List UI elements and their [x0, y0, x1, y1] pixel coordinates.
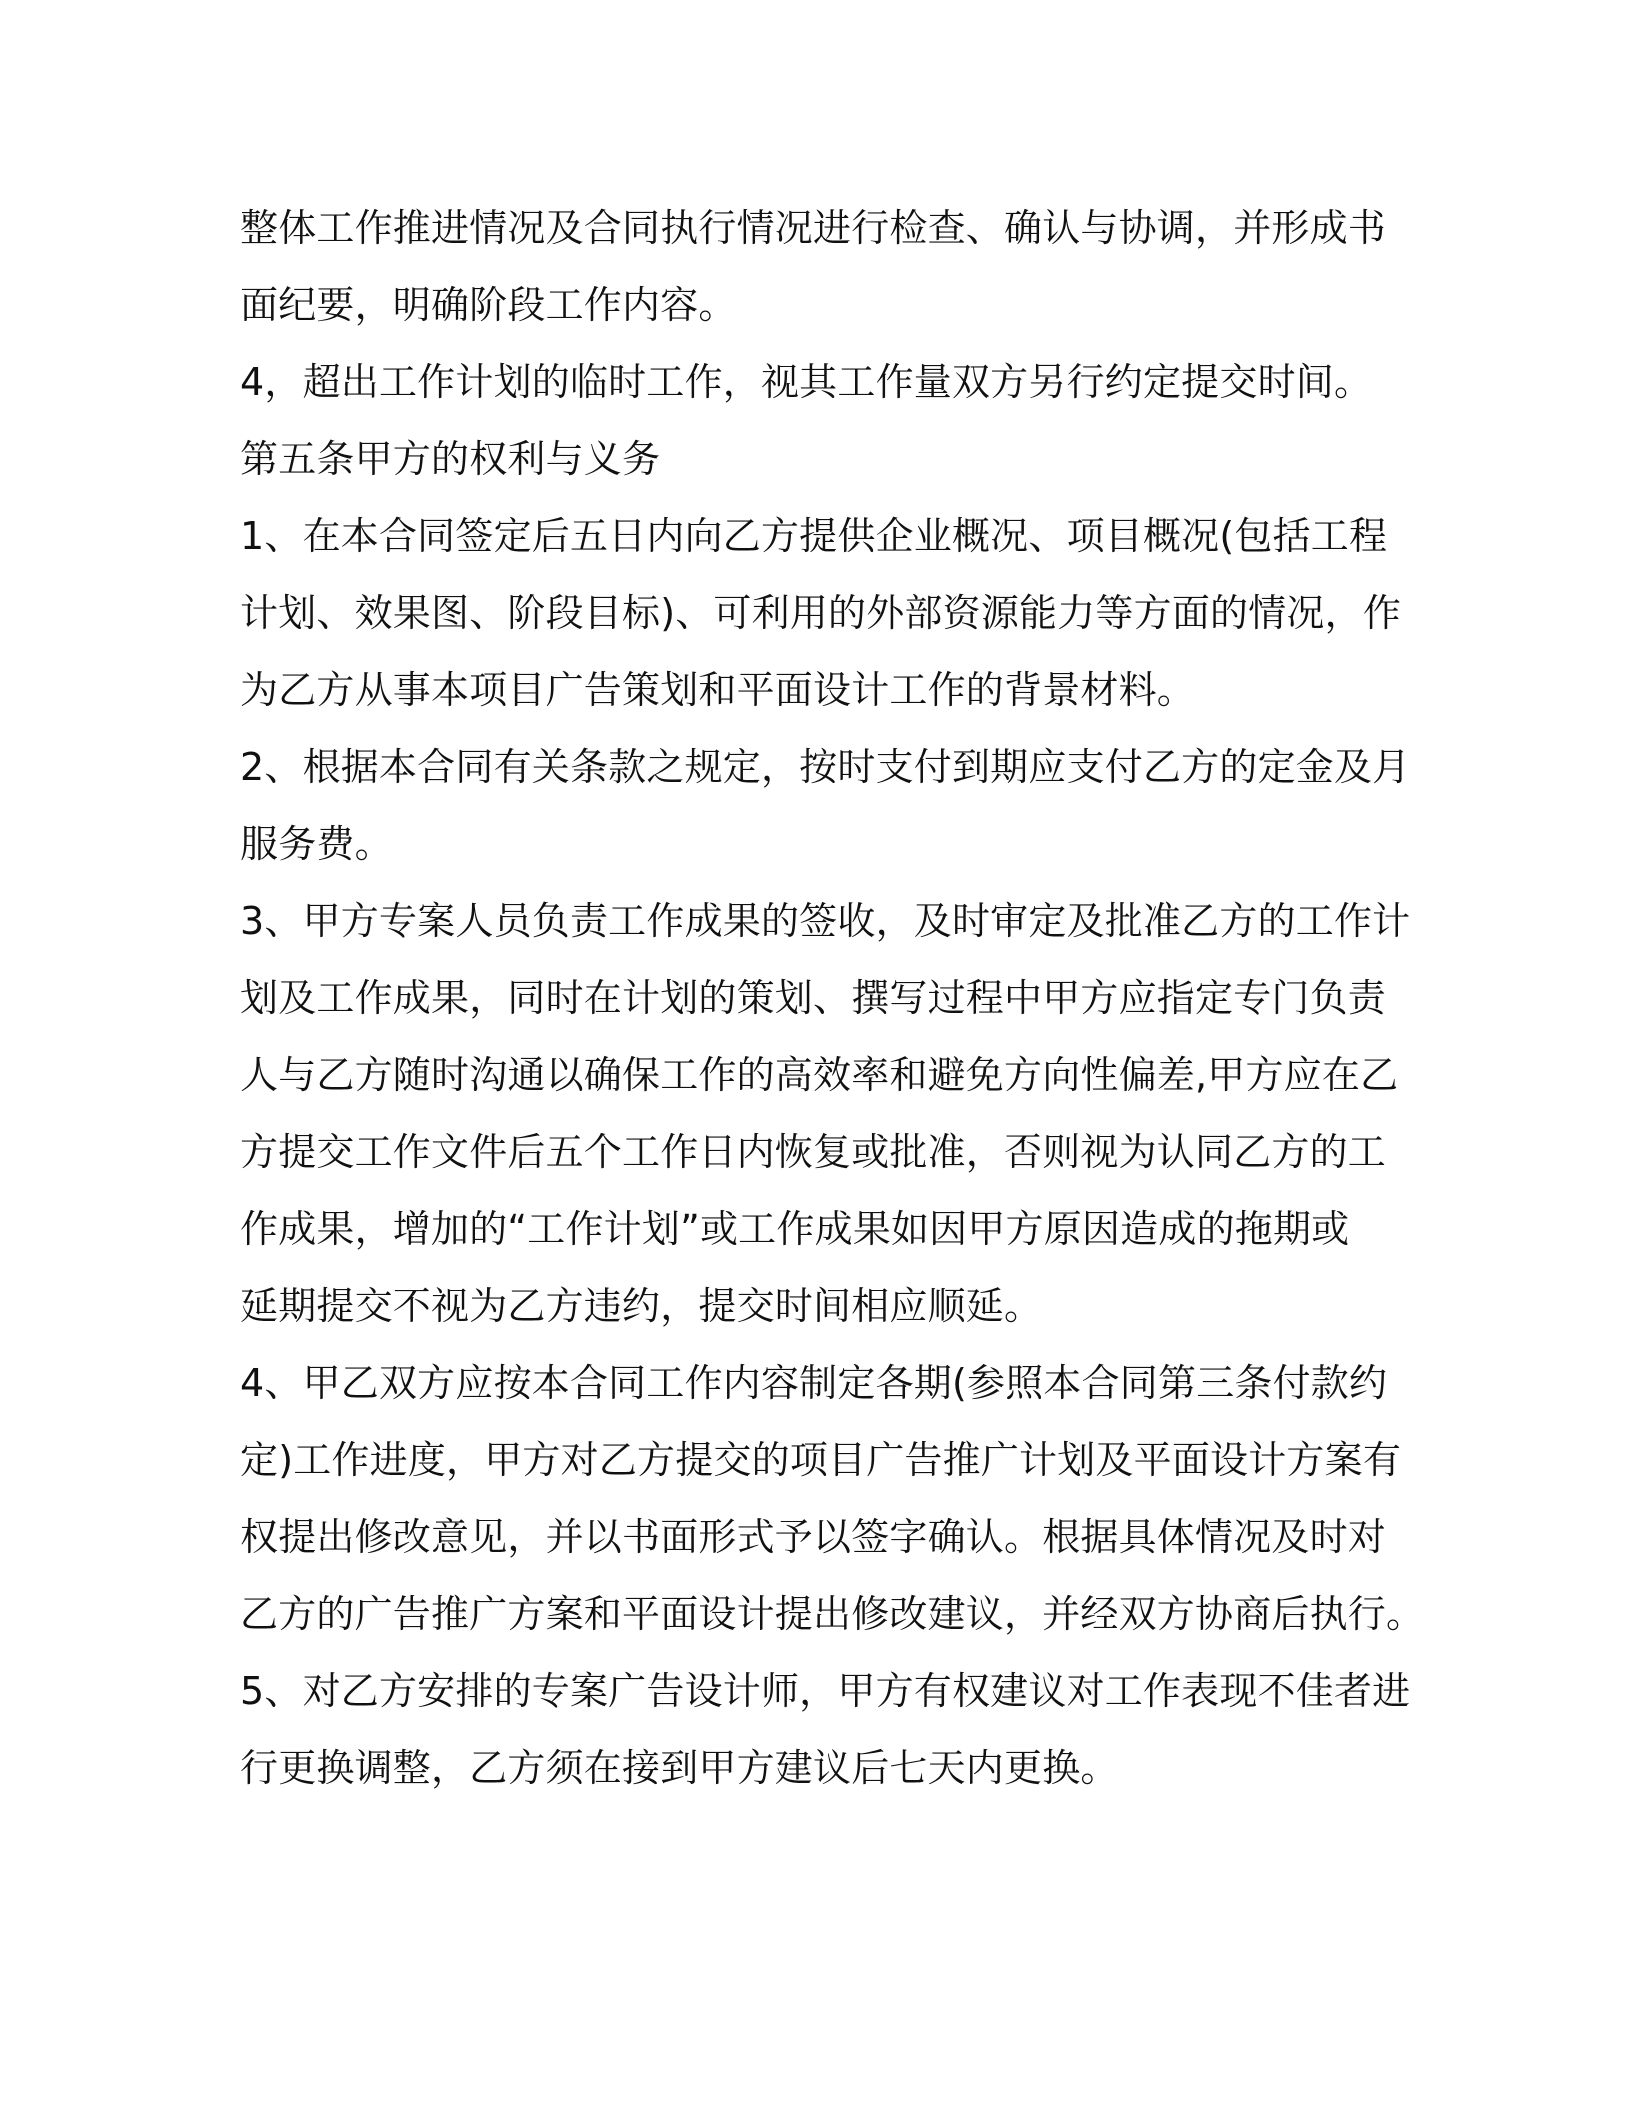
- section-heading: 第五条甲方的权利与义务: [240, 437, 661, 481]
- text-line: 定)工作进度，甲方对乙方提交的项目广告推广计划及平面设计方案有: [240, 1438, 1402, 1482]
- text-line: 5、对乙方安排的专案广告设计师，甲方有权建议对工作表现不佳者进: [240, 1669, 1411, 1713]
- text-line: 作成果，增加的“工作计划”或工作成果如因甲方原因造成的拖期或: [240, 1207, 1350, 1251]
- text-line: 服务费。: [240, 822, 393, 866]
- text-line: 整体工作推进情况及合同执行情况进行检查、确认与协调，并形成书: [240, 206, 1387, 250]
- text-line: 计划、效果图、阶段目标)、可利用的外部资源能力等方面的情况，作: [240, 591, 1402, 635]
- text-line: 权提出修改意见，并以书面形式予以签字确认。根据具体情况及时对: [240, 1515, 1387, 1559]
- contract-text-block: [240, 190, 1425, 1807]
- text-line: 1、在本合同签定后五日内向乙方提供企业概况、项目概况(包括工程: [240, 514, 1388, 558]
- text-line: 面纪要，明确阶段工作内容。: [240, 283, 737, 327]
- text-line: 划及工作成果，同时在计划的策划、撰写过程中甲方应指定专门负责: [240, 976, 1387, 1020]
- text-line: 方提交工作文件后五个工作日内恢复或批准，否则视为认同乙方的工: [240, 1130, 1387, 1174]
- text-line: 行更换调整，乙方须在接到甲方建议后七天内更换。: [240, 1746, 1119, 1790]
- text-line: 为乙方从事本项目广告策划和平面设计工作的背景材料。: [240, 668, 1196, 712]
- text-line: 4、甲乙双方应按本合同工作内容制定各期(参照本合同第三条付款约: [240, 1361, 1388, 1405]
- text-line: 乙方的广告推广方案和平面设计提出修改建议，并经双方协商后执行。: [240, 1592, 1425, 1636]
- text-line: 2、根据本合同有关条款之规定，按时支付到期应支付乙方的定金及月: [240, 745, 1411, 789]
- text-line: 延期提交不视为乙方违约，提交时间相应顺延。: [240, 1284, 1043, 1328]
- text-line: 4，超出工作计划的临时工作，视其工作量双方另行约定提交时间。: [240, 360, 1373, 404]
- text-line: 人与乙方随时沟通以确保工作的高效率和避免方向性偏差,甲方应在乙: [240, 1053, 1399, 1097]
- text-line: 3、甲方专案人员负责工作成果的签收，及时审定及批准乙方的工作计: [240, 899, 1411, 943]
